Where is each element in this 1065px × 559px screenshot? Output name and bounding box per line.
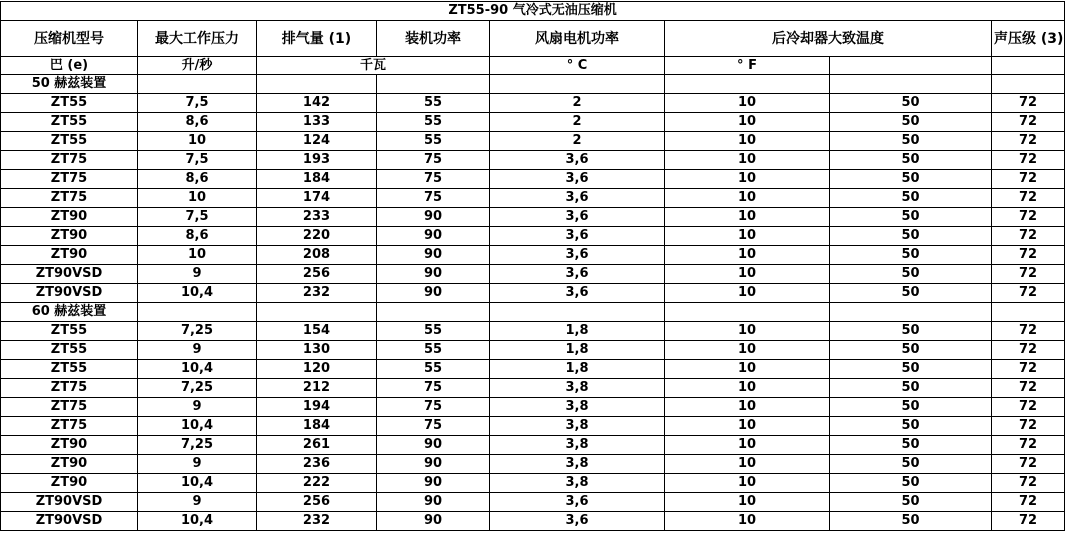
cell-pressure: 9 — [138, 455, 257, 474]
cell-temp-c: 10 — [665, 512, 830, 531]
cell-noise: 72 — [992, 493, 1065, 512]
cell-model: ZT90 — [1, 474, 138, 493]
table-row — [1, 189, 1065, 208]
cell-noise: 72 — [992, 436, 1065, 455]
header-max-pressure: 最大工作压力 — [138, 21, 257, 57]
cell-pressure: 9 — [138, 493, 257, 512]
cell-noise: 72 — [992, 227, 1065, 246]
spec-table — [0, 1, 1065, 531]
cell-model: ZT55 — [1, 94, 138, 113]
cell-power: 75 — [377, 189, 490, 208]
cell-model: ZT55 — [1, 113, 138, 132]
cell-fan-power: 3,8 — [490, 379, 665, 398]
table-row — [1, 284, 1065, 303]
cell-temp-f: 50 — [830, 170, 992, 189]
cell-temp-c: 10 — [665, 113, 830, 132]
cell-power: 75 — [377, 379, 490, 398]
cell-fan-power: 2 — [490, 113, 665, 132]
cell-pressure: 9 — [138, 341, 257, 360]
table-title: ZT55-90 气冷式无油压缩机 — [1, 2, 1065, 21]
cell-temp-c: 10 — [665, 189, 830, 208]
table-row — [1, 512, 1065, 531]
cell-model: ZT90VSD — [1, 284, 138, 303]
cell-fan-power: 3,8 — [490, 436, 665, 455]
empty-cell — [830, 303, 992, 322]
table-row — [1, 246, 1065, 265]
cell-power: 90 — [377, 474, 490, 493]
cell-pressure: 8,6 — [138, 227, 257, 246]
cell-noise: 72 — [992, 94, 1065, 113]
cell-model: ZT55 — [1, 322, 138, 341]
cell-temp-f: 50 — [830, 113, 992, 132]
header-aftercooler-temp: 后冷却器大致温度 — [665, 21, 992, 57]
cell-fan-power: 3,6 — [490, 265, 665, 284]
table-row — [1, 398, 1065, 417]
cell-noise: 72 — [992, 417, 1065, 436]
unit-lps: 升/秒 — [138, 57, 257, 75]
empty-cell — [377, 303, 490, 322]
cell-temp-f: 50 — [830, 151, 992, 170]
section-row — [1, 75, 1065, 94]
empty-cell — [490, 303, 665, 322]
cell-fad: 232 — [257, 284, 377, 303]
cell-noise: 72 — [992, 151, 1065, 170]
cell-power: 55 — [377, 113, 490, 132]
table-row — [1, 151, 1065, 170]
header-fad: 排气量 (1) — [257, 21, 377, 57]
table-row — [1, 227, 1065, 246]
cell-noise: 72 — [992, 360, 1065, 379]
cell-fan-power: 1,8 — [490, 341, 665, 360]
cell-fad: 194 — [257, 398, 377, 417]
cell-temp-c: 10 — [665, 246, 830, 265]
cell-model: ZT75 — [1, 398, 138, 417]
cell-fad: 212 — [257, 379, 377, 398]
unit-empty — [830, 57, 992, 75]
cell-temp-f: 50 — [830, 246, 992, 265]
cell-power: 55 — [377, 322, 490, 341]
cell-power: 90 — [377, 227, 490, 246]
cell-fad: 174 — [257, 189, 377, 208]
cell-fad: 184 — [257, 170, 377, 189]
cell-fad: 133 — [257, 113, 377, 132]
cell-fan-power: 1,8 — [490, 360, 665, 379]
cell-pressure: 7,5 — [138, 94, 257, 113]
cell-fan-power: 3,8 — [490, 398, 665, 417]
cell-fan-power: 2 — [490, 94, 665, 113]
cell-pressure: 7,5 — [138, 151, 257, 170]
cell-noise: 72 — [992, 189, 1065, 208]
unit-celsius: ° C — [490, 57, 665, 75]
header-fan-power: 风扇电机功率 — [490, 21, 665, 57]
cell-temp-c: 10 — [665, 455, 830, 474]
table-row — [1, 208, 1065, 227]
cell-pressure: 7,25 — [138, 436, 257, 455]
cell-model: ZT90VSD — [1, 493, 138, 512]
cell-temp-c: 10 — [665, 341, 830, 360]
cell-model: ZT75 — [1, 189, 138, 208]
cell-temp-f: 50 — [830, 189, 992, 208]
cell-model: ZT90 — [1, 246, 138, 265]
cell-fan-power: 3,6 — [490, 512, 665, 531]
cell-temp-f: 50 — [830, 512, 992, 531]
cell-power: 75 — [377, 398, 490, 417]
empty-cell — [257, 303, 377, 322]
cell-pressure: 10,4 — [138, 417, 257, 436]
cell-fad: 256 — [257, 493, 377, 512]
cell-temp-c: 10 — [665, 227, 830, 246]
cell-temp-f: 50 — [830, 265, 992, 284]
cell-power: 90 — [377, 208, 490, 227]
cell-pressure: 7,25 — [138, 322, 257, 341]
cell-noise: 72 — [992, 512, 1065, 531]
cell-noise: 72 — [992, 455, 1065, 474]
cell-temp-f: 50 — [830, 360, 992, 379]
cell-pressure: 10,4 — [138, 512, 257, 531]
cell-power: 90 — [377, 246, 490, 265]
header-row — [1, 21, 1065, 57]
cell-temp-f: 50 — [830, 132, 992, 151]
cell-pressure: 10 — [138, 246, 257, 265]
header-noise: 声压级 (3) — [992, 21, 1065, 57]
cell-fan-power: 3,6 — [490, 493, 665, 512]
empty-cell — [665, 303, 830, 322]
cell-temp-c: 10 — [665, 493, 830, 512]
cell-power: 90 — [377, 436, 490, 455]
cell-noise: 72 — [992, 265, 1065, 284]
cell-temp-f: 50 — [830, 94, 992, 113]
cell-temp-c: 10 — [665, 474, 830, 493]
cell-temp-c: 10 — [665, 151, 830, 170]
cell-temp-c: 10 — [665, 170, 830, 189]
cell-model: ZT55 — [1, 132, 138, 151]
cell-noise: 72 — [992, 474, 1065, 493]
cell-pressure: 10 — [138, 189, 257, 208]
cell-fad: 124 — [257, 132, 377, 151]
cell-power: 90 — [377, 512, 490, 531]
header-installed-power: 装机功率 — [377, 21, 490, 57]
cell-fan-power: 3,6 — [490, 151, 665, 170]
table-row — [1, 94, 1065, 113]
cell-pressure: 8,6 — [138, 113, 257, 132]
cell-fan-power: 3,6 — [490, 170, 665, 189]
cell-temp-f: 50 — [830, 227, 992, 246]
cell-fad: 142 — [257, 94, 377, 113]
cell-power: 75 — [377, 417, 490, 436]
cell-temp-c: 10 — [665, 379, 830, 398]
empty-cell — [992, 303, 1065, 322]
empty-cell — [377, 75, 490, 94]
cell-pressure: 7,5 — [138, 208, 257, 227]
table-row — [1, 417, 1065, 436]
empty-cell — [830, 75, 992, 94]
unit-bar: 巴 (e) — [1, 57, 138, 75]
cell-temp-f: 50 — [830, 493, 992, 512]
cell-fan-power: 3,6 — [490, 208, 665, 227]
empty-cell — [490, 75, 665, 94]
cell-fan-power: 3,6 — [490, 246, 665, 265]
cell-fad: 236 — [257, 455, 377, 474]
cell-fan-power: 3,6 — [490, 227, 665, 246]
cell-pressure: 8,6 — [138, 170, 257, 189]
cell-fad: 233 — [257, 208, 377, 227]
cell-fan-power: 3,8 — [490, 455, 665, 474]
cell-noise: 72 — [992, 398, 1065, 417]
unit-row — [1, 57, 1065, 75]
cell-temp-f: 50 — [830, 417, 992, 436]
cell-noise: 72 — [992, 208, 1065, 227]
cell-model: ZT90 — [1, 227, 138, 246]
cell-temp-c: 10 — [665, 436, 830, 455]
cell-pressure: 10,4 — [138, 474, 257, 493]
cell-noise: 72 — [992, 322, 1065, 341]
cell-power: 55 — [377, 132, 490, 151]
cell-model: ZT55 — [1, 360, 138, 379]
cell-power: 90 — [377, 265, 490, 284]
table-row — [1, 360, 1065, 379]
cell-temp-f: 50 — [830, 379, 992, 398]
header-model: 压缩机型号 — [1, 21, 138, 57]
section-label: 50 赫兹装置 — [1, 75, 138, 94]
cell-temp-f: 50 — [830, 284, 992, 303]
cell-fad: 184 — [257, 417, 377, 436]
cell-model: ZT90VSD — [1, 265, 138, 284]
table-row — [1, 493, 1065, 512]
cell-model: ZT90VSD — [1, 512, 138, 531]
cell-fan-power: 3,8 — [490, 417, 665, 436]
cell-model: ZT90 — [1, 436, 138, 455]
cell-fad: 232 — [257, 512, 377, 531]
cell-noise: 72 — [992, 284, 1065, 303]
empty-cell — [992, 75, 1065, 94]
table-row — [1, 170, 1065, 189]
table-row — [1, 379, 1065, 398]
cell-temp-c: 10 — [665, 94, 830, 113]
table-row — [1, 341, 1065, 360]
cell-fad: 154 — [257, 322, 377, 341]
cell-temp-f: 50 — [830, 398, 992, 417]
cell-fan-power: 1,8 — [490, 322, 665, 341]
cell-fad: 220 — [257, 227, 377, 246]
cell-model: ZT75 — [1, 417, 138, 436]
section-label: 60 赫兹装置 — [1, 303, 138, 322]
table-row — [1, 113, 1065, 132]
cell-temp-c: 10 — [665, 208, 830, 227]
table-row — [1, 265, 1065, 284]
cell-fad: 208 — [257, 246, 377, 265]
cell-temp-c: 10 — [665, 284, 830, 303]
cell-pressure: 10 — [138, 132, 257, 151]
cell-fad: 193 — [257, 151, 377, 170]
table-row — [1, 455, 1065, 474]
table-row — [1, 322, 1065, 341]
table-row — [1, 474, 1065, 493]
cell-fan-power: 3,6 — [490, 189, 665, 208]
cell-temp-c: 10 — [665, 417, 830, 436]
cell-pressure: 10,4 — [138, 284, 257, 303]
table-row — [1, 132, 1065, 151]
empty-cell — [665, 75, 830, 94]
cell-model: ZT90 — [1, 208, 138, 227]
cell-power: 75 — [377, 151, 490, 170]
cell-model: ZT90 — [1, 455, 138, 474]
cell-pressure: 7,25 — [138, 379, 257, 398]
cell-temp-f: 50 — [830, 322, 992, 341]
cell-fad: 130 — [257, 341, 377, 360]
unit-fahrenheit: ° F — [665, 57, 830, 75]
cell-temp-c: 10 — [665, 265, 830, 284]
empty-cell — [138, 303, 257, 322]
cell-fad: 120 — [257, 360, 377, 379]
cell-fan-power: 3,6 — [490, 284, 665, 303]
cell-temp-c: 10 — [665, 398, 830, 417]
cell-noise: 72 — [992, 379, 1065, 398]
cell-temp-f: 50 — [830, 341, 992, 360]
cell-temp-f: 50 — [830, 455, 992, 474]
cell-pressure: 10,4 — [138, 360, 257, 379]
cell-noise: 72 — [992, 170, 1065, 189]
cell-fan-power: 2 — [490, 132, 665, 151]
cell-temp-f: 50 — [830, 474, 992, 493]
cell-temp-f: 50 — [830, 436, 992, 455]
cell-temp-c: 10 — [665, 132, 830, 151]
cell-fan-power: 3,8 — [490, 474, 665, 493]
cell-temp-c: 10 — [665, 322, 830, 341]
cell-fad: 256 — [257, 265, 377, 284]
cell-pressure: 9 — [138, 265, 257, 284]
cell-power: 90 — [377, 493, 490, 512]
cell-model: ZT75 — [1, 151, 138, 170]
cell-model: ZT55 — [1, 341, 138, 360]
cell-power: 75 — [377, 170, 490, 189]
table-row — [1, 436, 1065, 455]
cell-noise: 72 — [992, 341, 1065, 360]
empty-cell — [138, 75, 257, 94]
cell-noise: 72 — [992, 113, 1065, 132]
cell-power: 55 — [377, 94, 490, 113]
unit-kw: 千瓦 — [257, 57, 490, 75]
cell-temp-c: 10 — [665, 360, 830, 379]
cell-fad: 261 — [257, 436, 377, 455]
section-row — [1, 303, 1065, 322]
empty-cell — [257, 75, 377, 94]
unit-empty — [992, 57, 1065, 75]
cell-model: ZT75 — [1, 170, 138, 189]
cell-power: 55 — [377, 360, 490, 379]
cell-power: 55 — [377, 341, 490, 360]
cell-fad: 222 — [257, 474, 377, 493]
cell-noise: 72 — [992, 132, 1065, 151]
cell-noise: 72 — [992, 246, 1065, 265]
cell-model: ZT75 — [1, 379, 138, 398]
cell-power: 90 — [377, 284, 490, 303]
cell-temp-f: 50 — [830, 208, 992, 227]
cell-pressure: 9 — [138, 398, 257, 417]
cell-power: 90 — [377, 455, 490, 474]
